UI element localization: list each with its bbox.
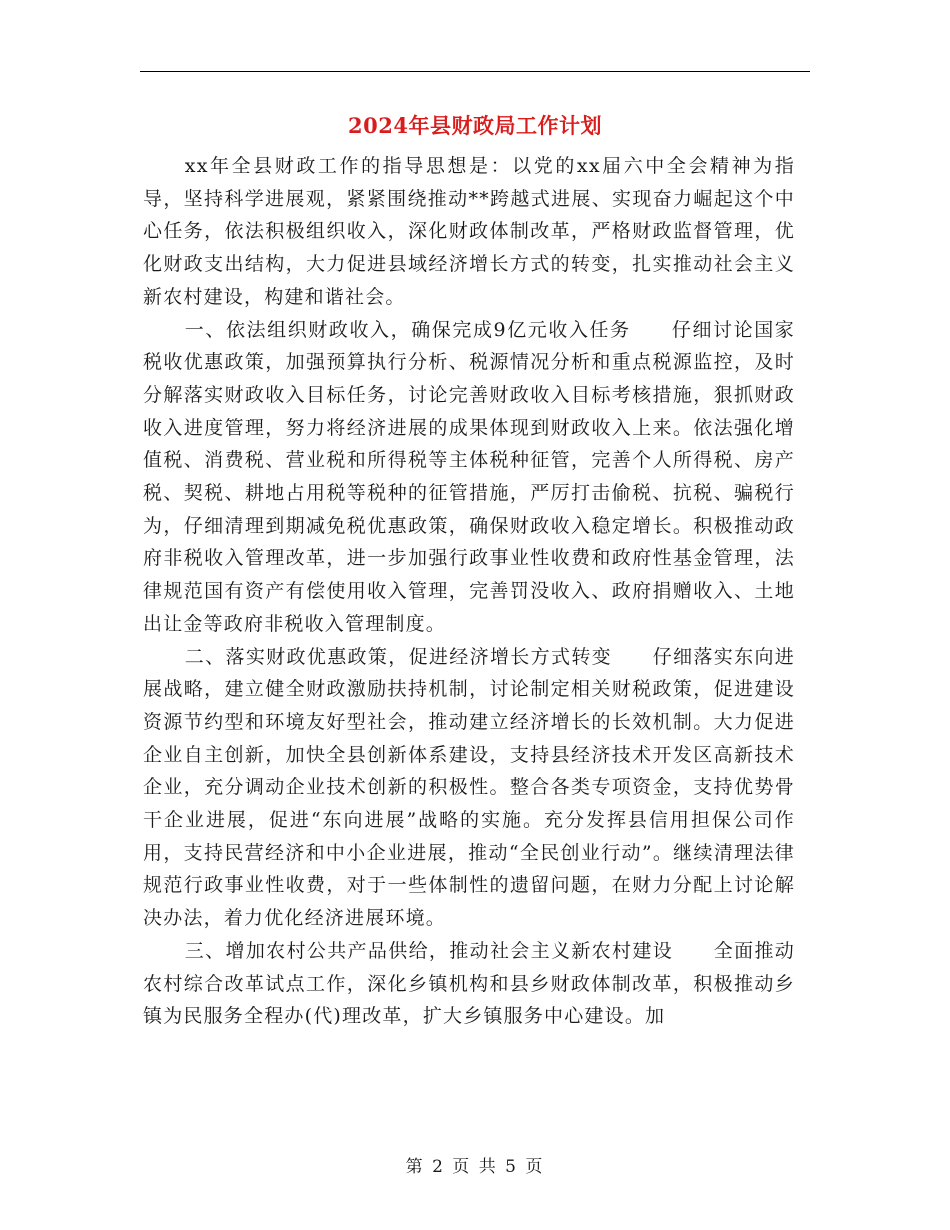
page-number: 第 2 页 共 5 页 [405, 1157, 545, 1177]
paragraph-section-3: 三、增加农村公共产品供给，推动社会主义新农村建设 全面推动农村综合改革试点工作，深化乡镇机构和县乡财政体制改革，积极推动乡镇为民服务全程办(代)理改革，扩大乡镇服务中心建设。加 [143, 939, 795, 1028]
document-title: 2024年县财政局工作计划 [348, 113, 602, 138]
paragraph-intro: xx年全县财政工作的指导思想是：以党的xx届六中全会精神为指导，坚持科学进展观，紧紧围绕推动**跨越式进展、实现奋力崛起这个中心任务，依法积极组织收入，深化财政体制改革，严格财政监督管理，优化财政支出结构，大力促进县域经济增长方式的转变，扎实推动社会主义新农村建设，构建和谐社会。 [143, 155, 795, 308]
document-body [143, 150, 795, 1033]
paragraph-section-1: 一、依法组织财政收入，确保完成9亿元收入任务 仔细讨论国家税收优惠政策，加强预算执行分析、税源情况分析和重点税源监控，及时分解落实财政收入目标任务，讨论完善财政收入目标考核措施，狠抓财政收入进度管理，努力将经济进展的成果体现到财政收入上来。依法强化增值税、消费税、营业税和所得税等主体税种征管，完善个人所得税、房产税、契税、耕地占用税等税种的征管措施，严厉打击偷税、抗税、骗税行为，仔细清理到期减免税优惠政策，确保财政收入稳定增长。积极推动政府非税收入管理改革，进一步加强行政事业性收费和政府性基金管理，法律规范国有资产有偿使用收入管理，完善罚没收入、政府捐赠收入、土地出让金等政府非税收入管理制度。 [143, 318, 795, 635]
header-rule [140, 71, 810, 72]
paragraph-section-2: 二、落实财政优惠政策，促进经济增长方式转变 仔细落实东向进展战略，建立健全财政激励扶持机制，讨论制定相关财税政策，促进建设资源节约型和环境友好型社会，推动建立经济增长的长效机制。大力促进企业自主创新，加快全县创新体系建设，支持县经济技术开发区高新技术企业，充分调动企业技术创新的积极性。整合各类专项资金，支持优势骨干企业进展，促进“东向进展”战略的实施。充分发挥县信用担保公司作用，支持民营经济和中小企业进展，推动“全民创业行动”。继续清理法律规范行政事业性收费，对于一些体制性的遗留问题，在财力分配上讨论解决办法，着力优化经济进展环境。 [143, 645, 795, 930]
page-footer [0, 1152, 950, 1177]
